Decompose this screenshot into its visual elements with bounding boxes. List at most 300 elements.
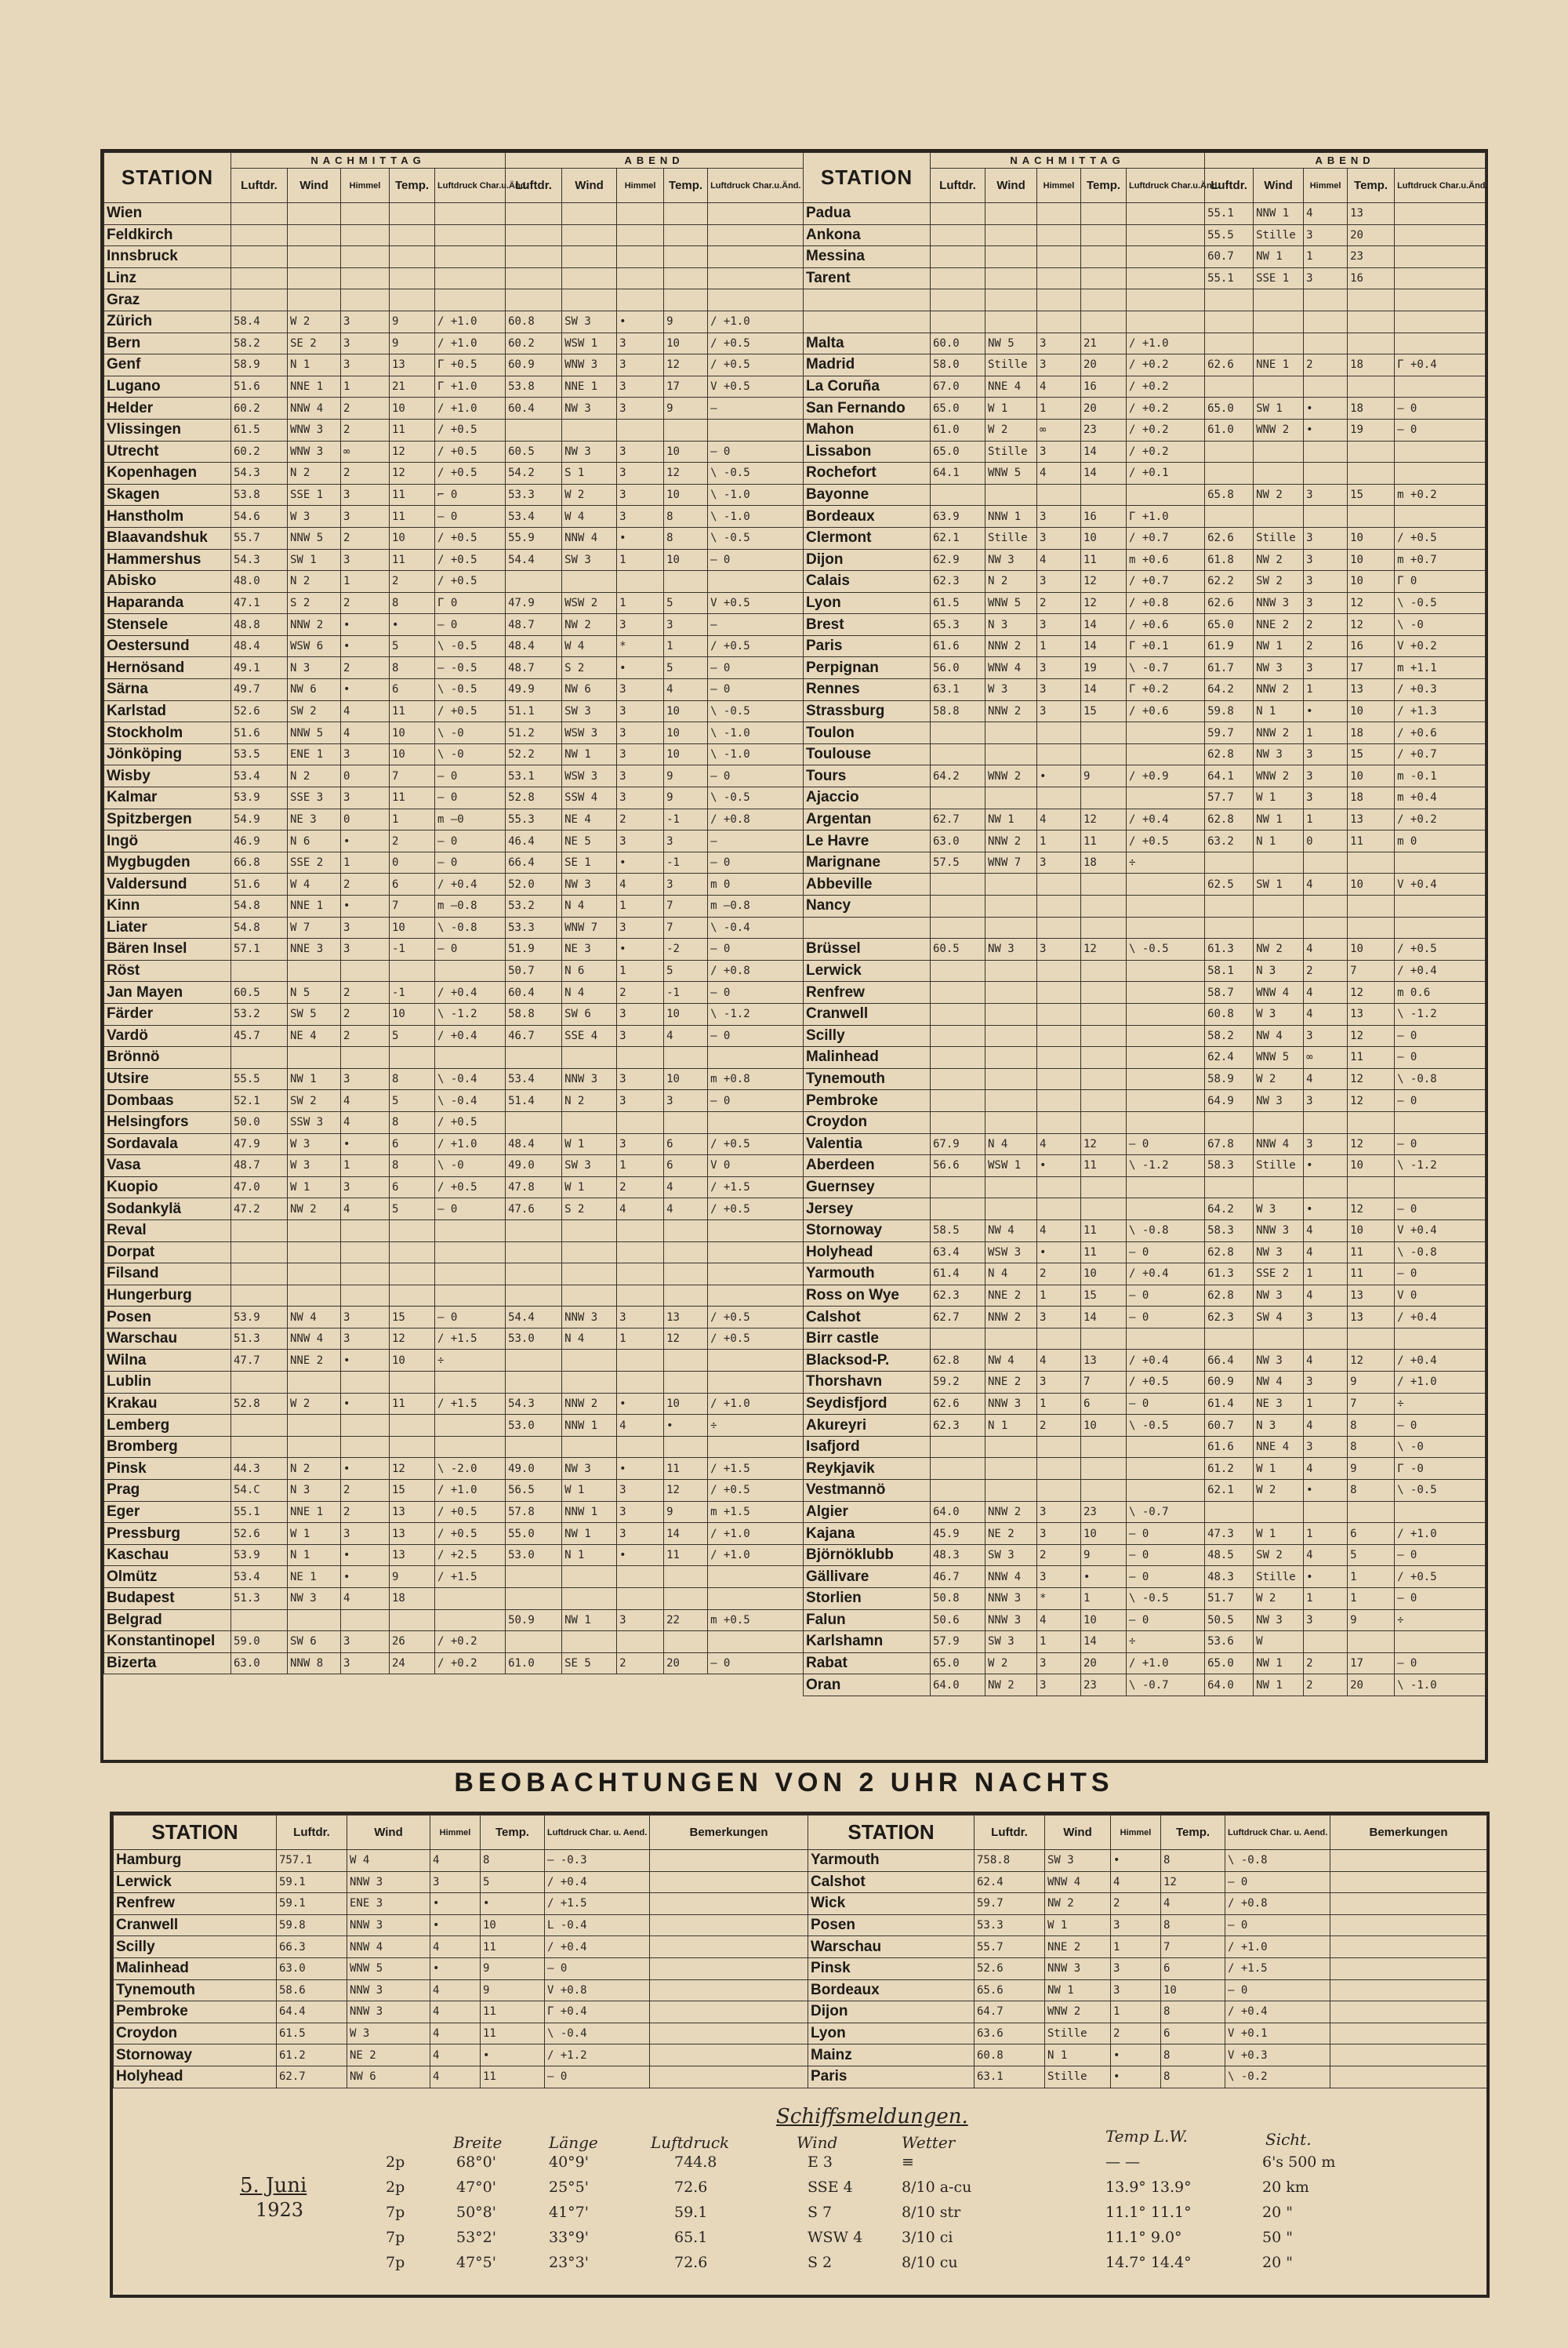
ab-luftdr-cell xyxy=(1205,333,1254,354)
nm-wind-cell xyxy=(985,289,1037,311)
night-row xyxy=(114,2023,808,2045)
bemerkungen-cell xyxy=(650,1850,808,1872)
nm-luftdr-cell: 62.8 xyxy=(931,1350,985,1372)
char-cell: \ -0.8 xyxy=(1225,1850,1330,1872)
nm-temp-cell: 11 xyxy=(1081,1219,1127,1241)
ab-temp-cell: 13 xyxy=(1348,203,1395,225)
ab-luftdr-cell: 51.1 xyxy=(506,700,562,722)
ab-wind-cell: N 1 xyxy=(1254,700,1304,722)
nm-wind-cell: NNE 1 xyxy=(288,1501,341,1523)
ab-wind-cell: NW 2 xyxy=(1254,549,1304,571)
station-row xyxy=(104,311,804,333)
ab-luftdr-cell: 59.7 xyxy=(1205,722,1254,744)
nm-wind-cell: W 4 xyxy=(288,874,341,896)
nm-luftdr-cell: 53.5 xyxy=(231,743,288,765)
nm-himmel-cell: 3 xyxy=(1037,333,1081,354)
station-cell: Ingö xyxy=(104,831,231,852)
nm-temp-cell: 10 xyxy=(1081,1609,1127,1631)
nm-temp-cell xyxy=(1081,1480,1127,1502)
ship-sicht-value: 6's 500 m xyxy=(1262,2154,1336,2171)
nm-wind-cell: N 2 xyxy=(288,571,341,593)
nm-wind-cell xyxy=(985,1176,1037,1198)
nm-wind-cell xyxy=(985,1003,1037,1025)
nm-luftdr-cell: 61.0 xyxy=(931,419,985,441)
station-cell: Valdersund xyxy=(104,874,231,896)
ab-char-cell: — 0 xyxy=(1395,398,1486,420)
bemerkungen-cell xyxy=(650,2023,808,2045)
ab-char-cell xyxy=(708,267,804,289)
ab-himmel-cell xyxy=(617,289,664,311)
station-header: STATION xyxy=(808,1816,975,1850)
ship-breite-value: 50°8' xyxy=(456,2204,496,2221)
luftdr-cell: 63.1 xyxy=(975,2066,1045,2088)
ab-char-cell: / +0.5 xyxy=(708,1198,804,1220)
ab-wind-cell: N 4 xyxy=(562,1328,617,1350)
ab-luftdr-cell: 62.2 xyxy=(1205,571,1254,593)
ab-wind-cell xyxy=(1254,896,1304,918)
nm-temp-cell xyxy=(390,1415,435,1437)
ab-himmel-cell: 3 xyxy=(617,441,664,463)
nm-char-cell: — 0 xyxy=(435,1198,506,1220)
nm-himmel-cell: 4 xyxy=(1037,549,1081,571)
ab-char-cell: \ -0.5 xyxy=(708,463,804,485)
station-cell: Hernösand xyxy=(104,657,231,679)
ab-temp-cell: 11 xyxy=(1348,1263,1395,1285)
ab-himmel-cell: 3 xyxy=(617,484,664,506)
nm-luftdr-cell: 54.6 xyxy=(231,506,288,528)
luftdr-header: Luftdr. xyxy=(231,169,288,203)
station-row xyxy=(804,1609,1486,1631)
ab-himmel-cell xyxy=(617,419,664,441)
nm-himmel-cell xyxy=(1037,917,1081,939)
nm-char-cell xyxy=(1127,722,1205,744)
nm-luftdr-cell xyxy=(231,1415,288,1437)
ab-temp-cell: 10 xyxy=(1348,549,1395,571)
ab-temp-cell: 10 xyxy=(664,549,708,571)
station-cell: Paris xyxy=(808,2066,975,2088)
nm-himmel-cell: 4 xyxy=(1037,1609,1081,1631)
station-row xyxy=(104,441,804,463)
temp-header: Temp. xyxy=(1161,1816,1225,1850)
ab-himmel-cell: 3 xyxy=(1304,592,1348,614)
nm-luftdr-cell: 60.5 xyxy=(931,939,985,961)
nm-temp-cell: 9 xyxy=(390,311,435,333)
nm-wind-cell xyxy=(985,1458,1037,1480)
ab-wind-cell: NE 4 xyxy=(562,809,617,831)
ab-temp-cell: 20 xyxy=(664,1652,708,1674)
station-row xyxy=(104,743,804,765)
ab-luftdr-cell: 62.1 xyxy=(1205,1480,1254,1502)
ab-temp-cell xyxy=(664,1219,708,1241)
nm-himmel-cell xyxy=(341,1241,390,1263)
nm-wind-cell: W 2 xyxy=(288,1393,341,1415)
ab-wind-cell xyxy=(562,1631,617,1653)
char-cell: \ -0.2 xyxy=(1225,2066,1330,2088)
nm-wind-cell: W 7 xyxy=(288,917,341,939)
ab-char-cell xyxy=(708,1566,804,1588)
nm-himmel-cell: 3 xyxy=(1037,852,1081,874)
nm-wind-cell: NNE 2 xyxy=(985,1372,1037,1394)
nm-luftdr-cell xyxy=(931,1090,985,1112)
nm-temp-cell: 12 xyxy=(390,441,435,463)
ab-temp-cell: 16 xyxy=(1348,267,1395,289)
ab-himmel-cell: 4 xyxy=(1304,982,1348,1004)
station-cell: Scilly xyxy=(114,1936,277,1958)
nm-himmel-cell: 2 xyxy=(341,592,390,614)
ab-temp-cell: 10 xyxy=(1348,765,1395,787)
station-cell: Färder xyxy=(104,1003,231,1025)
nm-himmel-cell xyxy=(1037,874,1081,896)
station-row xyxy=(804,246,1486,268)
nm-himmel-cell: 2 xyxy=(341,1501,390,1523)
nm-temp-cell: 20 xyxy=(1081,354,1127,376)
nm-himmel-cell: 3 xyxy=(341,743,390,765)
nm-himmel-cell: 3 xyxy=(1037,1674,1081,1696)
ab-wind-cell: NW 2 xyxy=(1254,484,1304,506)
nm-himmel-cell: * xyxy=(1037,1588,1081,1610)
station-cell: Lyon xyxy=(804,592,931,614)
nm-luftdr-cell: 57.5 xyxy=(931,852,985,874)
station-cell: Reval xyxy=(104,1219,231,1241)
ab-luftdr-cell: 65.0 xyxy=(1205,1652,1254,1674)
ship-header-laenge: Länge xyxy=(549,2133,598,2152)
nm-himmel-cell: 3 xyxy=(341,354,390,376)
ab-himmel-cell: 4 xyxy=(1304,1544,1348,1566)
ab-luftdr-cell: 64.2 xyxy=(1205,1198,1254,1220)
nm-temp-cell: 18 xyxy=(390,1588,435,1610)
bemerkungen-cell xyxy=(1330,1850,1487,1872)
nm-luftdr-cell xyxy=(231,289,288,311)
ab-himmel-cell xyxy=(1304,441,1348,463)
nm-luftdr-cell: 48.0 xyxy=(231,571,288,593)
station-cell: Filsand xyxy=(104,1263,231,1285)
station-cell: Lublin xyxy=(104,1372,231,1394)
station-cell: Thorshavn xyxy=(804,1372,931,1394)
station-cell: Stornoway xyxy=(114,2045,277,2066)
ab-temp-cell: 12 xyxy=(1348,1025,1395,1047)
luftdruck-char-header: Luftdruck Char. u. Aend. xyxy=(545,1816,650,1850)
ab-luftdr-cell xyxy=(506,1350,562,1372)
nm-himmel-cell xyxy=(1037,1068,1081,1090)
nm-luftdr-cell: 58.2 xyxy=(231,333,288,354)
ab-temp-cell: 18 xyxy=(1348,354,1395,376)
bemerkungen-cell xyxy=(650,1893,808,1915)
ab-himmel-cell: 2 xyxy=(1304,635,1348,657)
nm-luftdr-cell xyxy=(931,246,985,268)
ab-temp-cell xyxy=(664,289,708,311)
nm-char-cell: \ -0.8 xyxy=(1127,1219,1205,1241)
ab-temp-cell: 13 xyxy=(1348,1003,1395,1025)
ab-luftdr-cell: 65.8 xyxy=(1205,484,1254,506)
nm-himmel-cell: ∞ xyxy=(341,441,390,463)
ab-himmel-cell: 1 xyxy=(617,960,664,982)
ab-himmel-cell: • xyxy=(617,1544,664,1566)
nm-char-cell: / +0.5 xyxy=(435,463,506,485)
nm-temp-cell xyxy=(390,1609,435,1631)
ab-luftdr-cell: 55.1 xyxy=(1205,203,1254,225)
nm-temp-cell: 10 xyxy=(1081,1523,1127,1545)
nm-luftdr-cell: 46.7 xyxy=(931,1566,985,1588)
station-cell: Pressburg xyxy=(104,1523,231,1545)
ab-temp-cell: 11 xyxy=(664,1458,708,1480)
ab-char-cell: — xyxy=(708,398,804,420)
nm-wind-cell: SW 2 xyxy=(288,700,341,722)
ab-char-cell: V +0.5 xyxy=(708,592,804,614)
ab-wind-cell: S 2 xyxy=(562,657,617,679)
ab-wind-cell: NNE 1 xyxy=(1254,354,1304,376)
nm-temp-cell: 8 xyxy=(390,1068,435,1090)
nm-wind-cell: NW 1 xyxy=(985,809,1037,831)
nm-wind-cell: W 2 xyxy=(985,1652,1037,1674)
nm-temp-cell: 8 xyxy=(390,1111,435,1133)
nm-temp-cell: 10 xyxy=(1081,1263,1127,1285)
temp-header: Temp. xyxy=(390,169,435,203)
ab-luftdr-cell: 60.7 xyxy=(1205,246,1254,268)
nm-char-cell: — 0 xyxy=(1127,1523,1205,1545)
ship-header-breite: Breite xyxy=(453,2133,503,2152)
himmel-cell: • xyxy=(1111,2066,1161,2088)
nm-himmel-cell xyxy=(341,267,390,289)
nm-luftdr-cell: 48.8 xyxy=(231,614,288,636)
station-row xyxy=(804,1328,1486,1350)
ab-luftdr-cell: 62.6 xyxy=(1205,592,1254,614)
nm-himmel-cell xyxy=(1037,787,1081,809)
ab-wind-cell: W 2 xyxy=(1254,1588,1304,1610)
ab-temp-cell: 16 xyxy=(1348,635,1395,657)
station-cell: Renfrew xyxy=(804,982,931,1004)
temp-header: Temp. xyxy=(481,1816,545,1850)
ab-wind-cell: SW 6 xyxy=(562,1003,617,1025)
station-row xyxy=(104,354,804,376)
ab-char-cell: — 0 xyxy=(1395,1544,1486,1566)
temp-cell: 5 xyxy=(481,1871,545,1893)
ship-reports-title: Schiffsmeldungen. xyxy=(776,2105,968,2128)
ab-char-cell xyxy=(708,203,804,225)
temp-cell: 6 xyxy=(1161,2023,1225,2045)
nm-char-cell: / +0.5 xyxy=(435,527,506,549)
nm-himmel-cell: • xyxy=(341,1350,390,1372)
nm-char-cell: — 0 xyxy=(435,506,506,528)
nachmittag-header: NACHMITTAG xyxy=(231,153,506,169)
ship-temp-value: 11.1° 11.1° xyxy=(1105,2204,1192,2221)
nm-temp-cell: 5 xyxy=(390,1090,435,1112)
ab-himmel-cell: 4 xyxy=(1304,1285,1348,1307)
station-row xyxy=(104,1068,804,1090)
nm-wind-cell xyxy=(288,289,341,311)
nm-himmel-cell: 2 xyxy=(341,1480,390,1502)
nm-char-cell: — 0 xyxy=(435,831,506,852)
wind-cell: NNW 3 xyxy=(347,2001,430,2023)
station-cell: Genf xyxy=(104,354,231,376)
ab-wind-cell xyxy=(562,246,617,268)
station-cell: Oestersund xyxy=(104,635,231,657)
station-row xyxy=(104,982,804,1004)
nm-luftdr-cell xyxy=(231,1241,288,1263)
nm-luftdr-cell xyxy=(931,484,985,506)
ship-temp-value: — — xyxy=(1105,2154,1141,2171)
nm-temp-cell: 12 xyxy=(1081,571,1127,593)
ab-wind-cell: S 1 xyxy=(562,463,617,485)
ab-himmel-cell: 2 xyxy=(617,1176,664,1198)
char-cell: — 0 xyxy=(1225,1979,1330,2001)
station-cell: Mahon xyxy=(804,419,931,441)
nm-temp-cell xyxy=(390,1047,435,1069)
nm-wind-cell: N 1 xyxy=(985,1415,1037,1437)
ab-temp-cell: 12 xyxy=(664,463,708,485)
ab-temp-cell: 13 xyxy=(1348,1285,1395,1307)
nm-char-cell xyxy=(1127,484,1205,506)
ab-temp-cell: 10 xyxy=(1348,1219,1395,1241)
nm-char-cell: \ -0.5 xyxy=(435,679,506,701)
station-cell: Vlissingen xyxy=(104,419,231,441)
wind-header: Wind xyxy=(288,169,341,203)
ab-himmel-cell: • xyxy=(617,1458,664,1480)
station-cell: Röst xyxy=(104,960,231,982)
nm-luftdr-cell xyxy=(931,722,985,744)
nm-luftdr-cell xyxy=(931,267,985,289)
ab-himmel-cell: 1 xyxy=(1304,722,1348,744)
station-row xyxy=(104,1090,804,1112)
ab-luftdr-cell xyxy=(1205,1111,1254,1133)
ab-wind-cell: W 4 xyxy=(562,635,617,657)
nm-char-cell xyxy=(1127,982,1205,1004)
nm-char-cell: / +0.8 xyxy=(1127,592,1205,614)
nm-temp-cell xyxy=(1081,982,1127,1004)
night-row xyxy=(114,1936,808,1958)
ab-char-cell: / +0.5 xyxy=(1395,527,1486,549)
nm-temp-cell xyxy=(390,203,435,225)
ab-wind-cell: Stille xyxy=(1254,527,1304,549)
nm-temp-cell xyxy=(390,289,435,311)
nm-himmel-cell xyxy=(1037,203,1081,225)
ab-char-cell xyxy=(1395,1501,1486,1523)
wind-cell: N 1 xyxy=(1045,2045,1111,2066)
nm-char-cell xyxy=(435,289,506,311)
nm-temp-cell: 14 xyxy=(1081,441,1127,463)
nm-luftdr-cell xyxy=(231,1263,288,1285)
temp-cell: 8 xyxy=(1161,1850,1225,1872)
char-cell: Γ +0.4 xyxy=(545,2001,650,2023)
ab-luftdr-cell: 58.2 xyxy=(1205,1025,1254,1047)
ab-himmel-cell: 3 xyxy=(1304,1025,1348,1047)
nm-char-cell xyxy=(1127,1047,1205,1069)
station-cell: Rochefort xyxy=(804,463,931,485)
ship-time-value: 7p xyxy=(386,2204,405,2221)
station-cell: Vardö xyxy=(104,1025,231,1047)
nm-himmel-cell: 3 xyxy=(341,1631,390,1653)
ab-char-cell: / +0.2 xyxy=(1395,809,1486,831)
nm-char-cell: / +0.2 xyxy=(435,1652,506,1674)
nm-wind-cell: SW 6 xyxy=(288,1631,341,1653)
nm-wind-cell: SE 2 xyxy=(288,333,341,354)
station-row xyxy=(104,852,804,874)
ab-temp-cell: 10 xyxy=(664,441,708,463)
station-row xyxy=(104,722,804,744)
station-cell: Clermont xyxy=(804,527,931,549)
ab-char-cell: / +0.4 xyxy=(1395,1307,1486,1328)
station-row xyxy=(804,1436,1486,1458)
station-row xyxy=(804,1133,1486,1155)
ab-luftdr-cell: 51.2 xyxy=(506,722,562,744)
ab-wind-cell xyxy=(562,1588,617,1610)
ab-himmel-cell: 3 xyxy=(617,1003,664,1025)
station-row xyxy=(804,1674,1486,1696)
ab-temp-cell: 18 xyxy=(1348,722,1395,744)
ab-char-cell: ÷ xyxy=(1395,1393,1486,1415)
ab-char-cell xyxy=(708,1047,804,1069)
nm-temp-cell: -1 xyxy=(390,939,435,961)
ab-luftdr-cell: 46.7 xyxy=(506,1025,562,1047)
temp-cell: 10 xyxy=(481,1914,545,1936)
station-cell: Stensele xyxy=(104,614,231,636)
nm-himmel-cell xyxy=(1037,1480,1081,1502)
ab-himmel-cell: 4 xyxy=(1304,1458,1348,1480)
ab-luftdr-cell: 61.3 xyxy=(1205,939,1254,961)
ab-luftdr-cell: 64.9 xyxy=(1205,1090,1254,1112)
ab-himmel-cell: 1 xyxy=(1304,1393,1348,1415)
ab-temp-cell: 10 xyxy=(664,333,708,354)
ab-temp-cell: -1 xyxy=(664,809,708,831)
nm-luftdr-cell: 47.9 xyxy=(231,1133,288,1155)
night-row xyxy=(808,2045,1487,2066)
ab-luftdr-cell: 58.3 xyxy=(1205,1219,1254,1241)
station-row xyxy=(104,484,804,506)
ab-luftdr-cell: 47.8 xyxy=(506,1176,562,1198)
nm-temp-cell: 26 xyxy=(390,1631,435,1653)
ab-wind-cell: W 3 xyxy=(1254,1198,1304,1220)
station-row xyxy=(104,1155,804,1177)
ab-himmel-cell: 1 xyxy=(1304,679,1348,701)
station-row xyxy=(104,571,804,593)
nm-luftdr-cell: 63.1 xyxy=(931,679,985,701)
ab-temp-cell: 12 xyxy=(1348,1133,1395,1155)
ab-wind-cell: N 3 xyxy=(1254,960,1304,982)
nm-himmel-cell: 3 xyxy=(1037,679,1081,701)
ab-luftdr-cell: 62.8 xyxy=(1205,1241,1254,1263)
ab-luftdr-cell xyxy=(506,419,562,441)
nm-luftdr-cell xyxy=(931,1111,985,1133)
station-row xyxy=(804,679,1486,701)
station-row xyxy=(804,982,1486,1004)
nm-char-cell xyxy=(1127,1328,1205,1350)
ab-luftdr-cell: 46.4 xyxy=(506,831,562,852)
nm-temp-cell: 9 xyxy=(390,1566,435,1588)
ab-wind-cell: WSW 2 xyxy=(562,592,617,614)
luftdruck-char-header: Luftdruck Char.u.Änd. xyxy=(708,169,804,203)
ab-wind-cell: N 3 xyxy=(1254,1415,1304,1437)
ab-char-cell xyxy=(708,1372,804,1394)
himmel-header: Himmel xyxy=(617,169,664,203)
nm-luftdr-cell xyxy=(931,874,985,896)
station-cell: Spitzbergen xyxy=(104,809,231,831)
nm-wind-cell xyxy=(288,1415,341,1437)
ab-char-cell: / +1.5 xyxy=(708,1458,804,1480)
nm-char-cell: / +1.0 xyxy=(435,333,506,354)
nm-himmel-cell: 1 xyxy=(1037,1393,1081,1415)
station-row xyxy=(804,419,1486,441)
ab-himmel-cell: 3 xyxy=(1304,484,1348,506)
ab-himmel-cell: 3 xyxy=(1304,571,1348,593)
ab-himmel-cell xyxy=(617,1285,664,1307)
nm-wind-cell: NNW 3 xyxy=(985,1609,1037,1631)
ship-laenge-value: 25°5' xyxy=(549,2179,589,2196)
station-row xyxy=(104,224,804,246)
nm-luftdr-cell: 62.3 xyxy=(931,1415,985,1437)
station-row xyxy=(104,1458,804,1480)
nm-char-cell: \ -0.5 xyxy=(435,635,506,657)
char-cell: V +0.1 xyxy=(1225,2023,1330,2045)
nm-char-cell: / +0.4 xyxy=(435,1025,506,1047)
